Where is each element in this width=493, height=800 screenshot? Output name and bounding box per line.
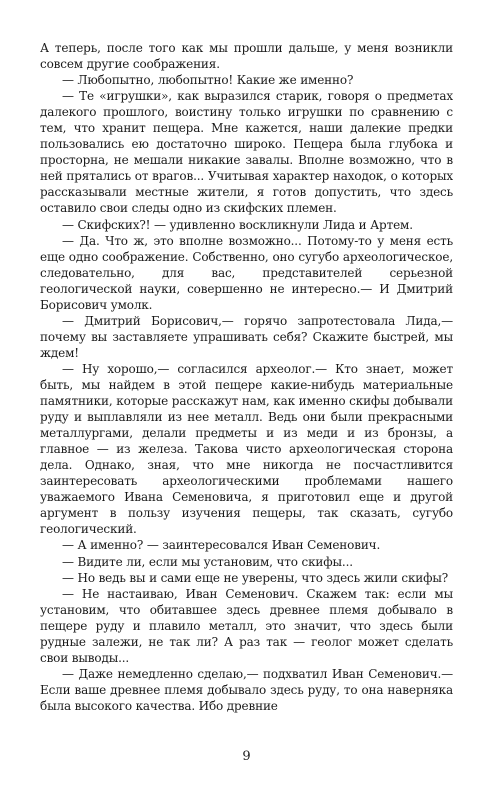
paragraph: — А именно? — заинтересовался Иван Семенович. [62, 538, 381, 553]
paragraph: — Даже немедленно сделаю,— подхватил Иван Семенович.— Если ваше древнее племя добывало здесь руду, то она наверняка была высокого качества. Ибо древние [40, 666, 453, 713]
paragraph: — Дмитрий Борисович,— горячо запротестовала Лида,— почему вы заставляете упрашивать себя? Скажите быстрей, мы ждем! [40, 313, 453, 360]
paragraph: — Скифских?! — удивленно воскликнули Лида и Артем. [62, 217, 413, 232]
paragraph: — Любопытно, любопытно! Какие же именно? [62, 73, 354, 88]
paragraph: — Да. Что ж, это вполне возможно... Потому-то у меня есть еще одно соображение. Собственно, оно сугубо археологическое, следовательно, для вас, представителей серьезной геологической науки, совершенно не интересно.— И Дмитрий Борисович умолк. [40, 233, 453, 312]
page-number: 9 [242, 749, 251, 764]
page-body-text [40, 40, 453, 714]
paragraph: — Те «игрушки», как выразился старик, говоря о предметах далекого прошлого, воистину только игрушки по сравнению с тем, что хранит пещера. Мне кажется, наши далекие предки пользовались ею достаточно широко. Пещера была глубока и просторна, не мешали никакие завалы. Вполне возможно, что в ней прятались от врагов... Учитывая характер находок, о которых рассказывали местные жители, я готов допустить, что здесь оставило свои следы одно из скифских племен. [40, 89, 453, 216]
paragraph: — Не настаиваю, Иван Семенович. Скажем так: если мы установим, что обитавшее здесь древнее племя добывало в пещере руду и плавило металл, это значит, что здесь были рудные залежи, не так ли? А раз так — геолог может сделать свои выводы... [40, 586, 453, 665]
paragraph: А теперь, после того как мы прошли дальше, у меня возникли совсем другие соображения. [40, 41, 453, 72]
paragraph: — Видите ли, если мы установим, что скифы... [62, 554, 353, 569]
paragraph: — Но ведь вы и сами еще не уверены, что здесь жили скифы? [62, 570, 449, 585]
paragraph: — Ну хорошо,— согласился археолог.— Кто знает, может быть, мы найдем в этой пещере какие-нибудь материальные памятники, которые расскажут нам, как именно скифы добывали руду и выплавляли из нее металл. Ведь они были прекрасными металлургами, делали предметы и из меди и из бронзы, а главное — из железа. Такова чисто археологическая сторона дела. Однако, зная, что мне никогда не посчастливится заинтересовать археологическими проблемами нашего уважаемого Ивана Семеновича, я приготовил еще и другой аргумент в пользу изучения пещеры, так сказать, сугубо геологический. [40, 361, 453, 537]
